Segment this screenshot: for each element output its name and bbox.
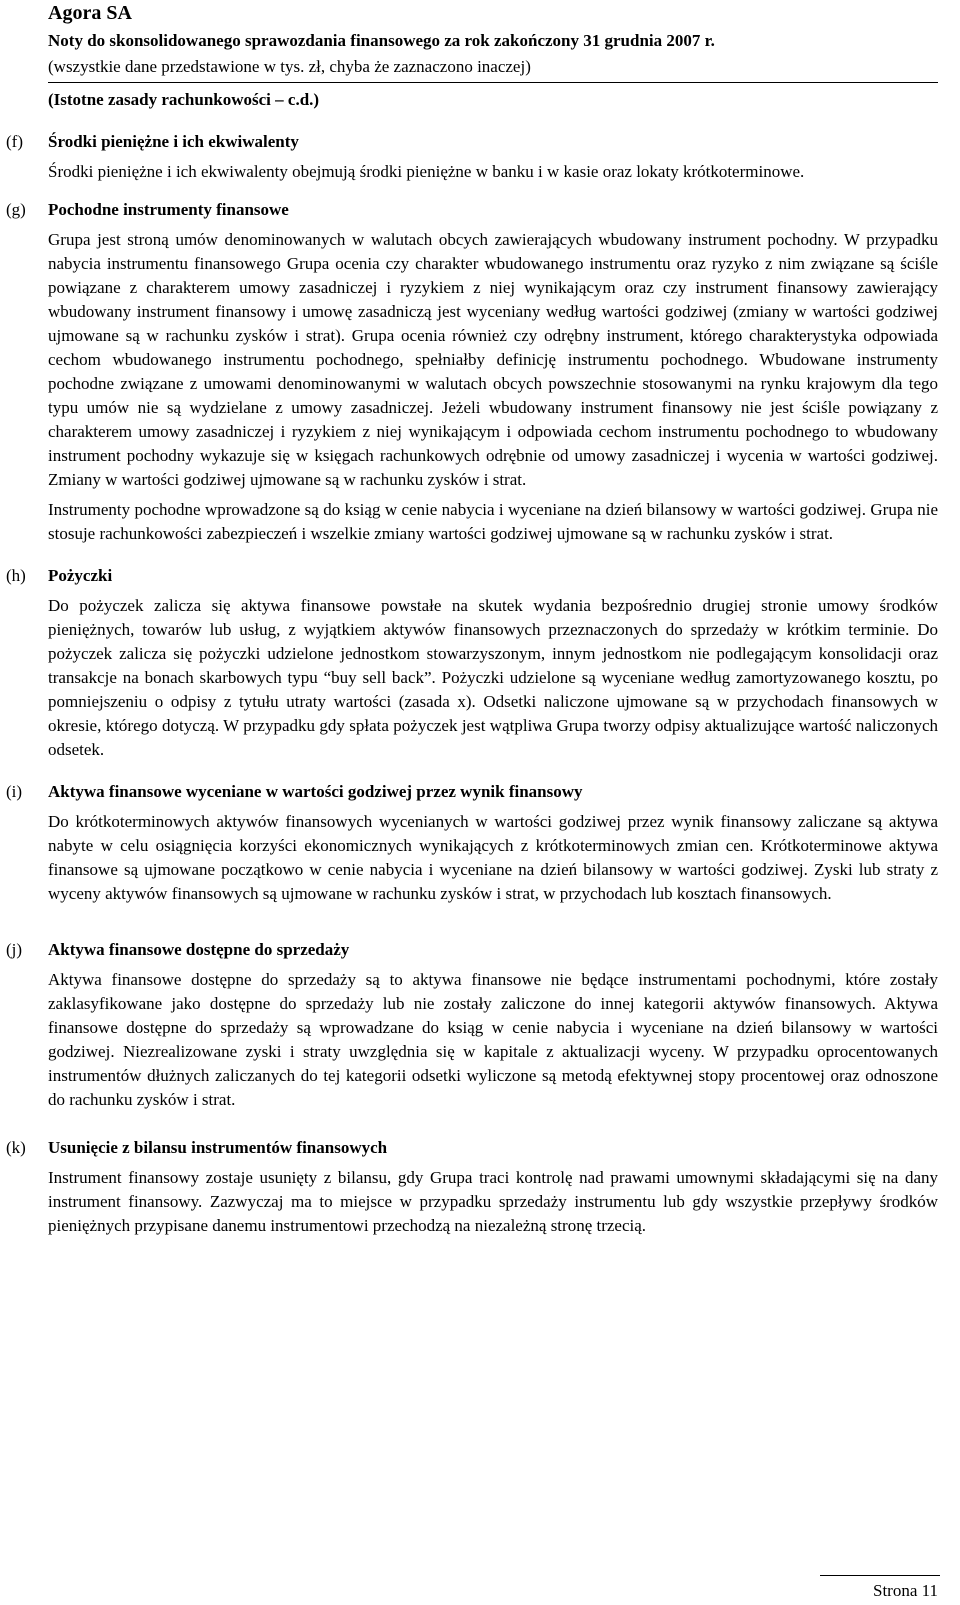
- section-title: Usunięcie z bilansu instrumentów finansowych: [48, 1138, 388, 1157]
- section-j: [0, 938, 960, 1112]
- section-paragraph: Grupa jest stroną umów denominowanych w walutach obcych zawierających wbudowany instrument pochodny. W przypadku nabycia instrumentu finansowego Grupa ocenia czy charakter wbudowanego instrumentu oraz ryzyko z nim związane są ściśle powiązane z charakterem umowy zasadniczej i ryzykiem z niej wynikającym oraz czy instrument finansowy zawierający wbudowany instrument finansowy i umowę zasadniczą jest wyceniany według wartości godziwej (zmiany w wartości godziwej ujmowane są w rachunku zysków i strat). Grupa ocenia również czy odrębny instrument, którego charakterystyka odpowiada cechom wbudowanego instrumentu pochodnego, spełniałby definicję instrumentu pochodnego. Wbudowane instrumenty pochodne związane z umowami denominowanymi w walutach obcych powszechnie stosowanymi na rynku krajowym dla tego typu umów nie są wydzielane z umowy zasadniczej. Jeżeli wbudowany instrument finansowy nie jest ściśle powiązany z charakterem umowy zasadniczej i ryzykiem z niej wynikającym i odpowiada cechom instrumentu pochodnego to wbudowany instrument pochodny wykazuje się w księgach rachunkowych odrębnie od umowy zasadniczej i wycenia w wartości godziwej. Zmiany w wartości godziwej ujmowane są w rachunku zysków i strat.: [48, 230, 938, 489]
- section-letter: (h): [6, 566, 26, 585]
- section-letter: (k): [6, 1138, 26, 1157]
- section-i: [0, 780, 960, 906]
- section-paragraph: Do pożyczek zalicza się aktywa finansowe powstałe na skutek wydania bezpośrednio drugiej stronie umowy środków pieniężnych, towarów lub usług, z wyjątkiem aktywów finansowych przeznaczonych do sprzedaży w krótkim terminie. Do pożyczek zalicza się pożyczki udzielone jednostkom stowarzyszonym, innym jednostkom nie podlegającym konsolidacji oraz transakcje na bonach skarbowych typu “buy sell back”. Pożyczki udzielone są wyceniane według zamortyzowanego kosztu, po pomniejszeniu o odpisy z tytułu utraty wartości (zasada x). Odsetki naliczone ujmowane są w przychodach finansowych w okresie, którego dotyczą. W przypadku gdy spłata pożyczek jest wątpliwa Grupa tworzy odpisy aktualizujące wartość naliczonych odsetek.: [48, 596, 938, 759]
- units-note: (wszystkie dane przedstawione w tys. zł, chyba że zaznaczono inaczej): [48, 56, 938, 83]
- section-letter: (j): [6, 940, 23, 959]
- section-letter: (f): [6, 132, 23, 151]
- section-title: Aktywa finansowe dostępne do sprzedaży: [48, 940, 350, 959]
- section-title: Aktywa finansowe wyceniane w wartości godziwej przez wynik finansowy: [48, 782, 583, 801]
- document-title: Noty do skonsolidowanego sprawozdania finansowego za rok zakończony 31 grudnia 2007 r.: [48, 31, 715, 50]
- section-paragraph: Instrument finansowy zostaje usunięty z bilansu, gdy Grupa traci kontrolę nad prawami umownymi składającymi się na dany instrument finansowy. Zazwyczaj ma to miejsce w przypadku sprzedaży instrumentu lub gdy wszystkie przepływy środków pieniężnych przypisane danemu instrumentowi przechodzą na niezależną stronę trzecią.: [48, 1168, 938, 1235]
- section-title: Środki pieniężne i ich ekwiwalenty: [48, 132, 299, 151]
- section-paragraph: Do krótkoterminowych aktywów finansowych wycenianych w wartości godziwej przez wynik finansowy zaliczane są aktywa nabyte w celu osiągnięcia korzyści ekonomicznych wynikających z krótkoterminowych zmian cen. Krótkoterminowe aktywa finansowe są ujmowane początkowo w cenie nabycia i wyceniane na dzień bilansowy w wartości godziwej. Zyski lub straty z wyceny aktywów finansowych są ujmowane w rachunku zysków i strat, w przychodach lub kosztach finansowych.: [48, 812, 938, 903]
- page-number: Strona 11: [872, 1581, 938, 1600]
- section-paragraph: Instrumenty pochodne wprowadzone są do ksiąg w cenie nabycia i wyceniane na dzień bilansowy w wartości godziwej. Grupa nie stosuje rachunkowości zabezpieczeń i wszelkie zmiany wartości godziwej ujmowane są w rachunku zysków i strat.: [48, 500, 938, 543]
- section-title: Pochodne instrumenty finansowe: [48, 200, 289, 219]
- section-paragraph: Środki pieniężne i ich ekwiwalenty obejmują środki pieniężne w banku i w kasie oraz lokaty krótkoterminowe.: [48, 162, 805, 181]
- company-name: Agora SA: [48, 2, 132, 24]
- section-title: Pożyczki: [48, 566, 113, 585]
- continuation-heading: (Istotne zasady rachunkowości – c.d.): [48, 90, 320, 109]
- page-header: [48, 0, 938, 111]
- section-letter: (g): [6, 200, 26, 219]
- sections-container: [0, 130, 960, 1256]
- footer-divider: [820, 1575, 940, 1576]
- section-g: [0, 198, 960, 546]
- section-f: [0, 130, 960, 184]
- section-h: [0, 564, 960, 762]
- section-paragraph: Aktywa finansowe dostępne do sprzedaży są to aktywa finansowe nie będące instrumentami pochodnymi, które zostały zaklasyfikowane jako dostępne do sprzedaży lub nie zostały zaliczone do innej kategorii aktywów finansowych. Aktywa finansowe dostępne do sprzedaży są wprowadzane do ksiąg w cenie nabycia i wyceniane na dzień bilansowy w wartości godziwej. Niezrealizowane zyski i straty uwzględnia się w kapitale z aktualizacji wyceny. W przypadku oprocentowanych instrumentów dłużnych zaliczanych do tej kategorii odsetki wyliczone są metodą efektywnej stopy procentowej oraz odnoszone do rachunku zysków i strat.: [48, 970, 938, 1109]
- section-k: [0, 1136, 960, 1238]
- section-letter: (i): [6, 782, 23, 801]
